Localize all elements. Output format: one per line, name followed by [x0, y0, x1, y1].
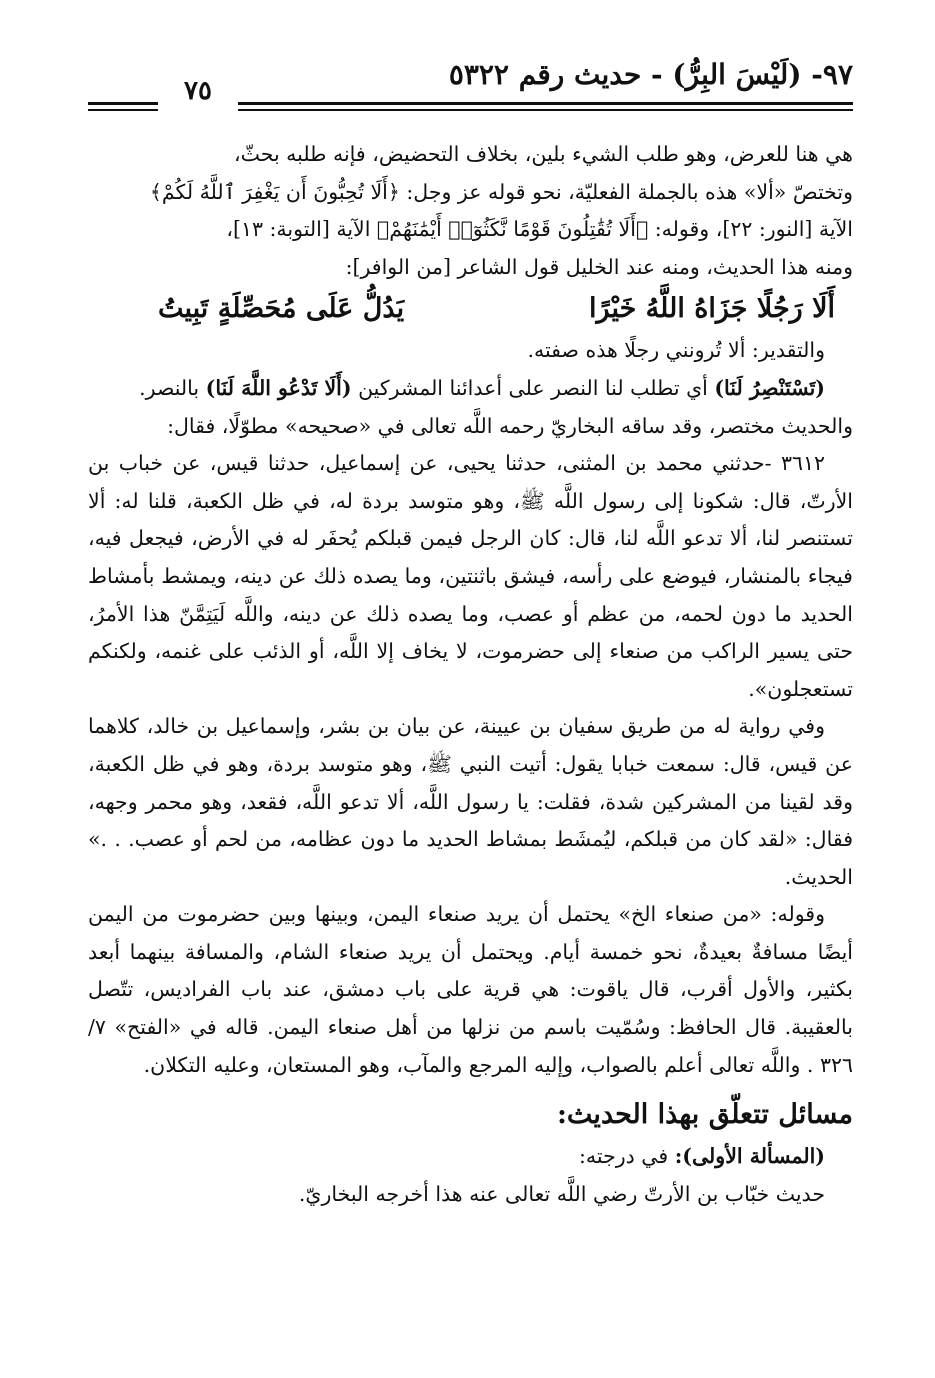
taqdir-paragraph: والتقدير: ألا تُرونني رجلًا هذه صفته.	[527, 338, 825, 363]
poem-first-hemistich: أَلَا رَجُلًا جَزَاهُ اللَّهُ خَيْرًا	[589, 293, 835, 325]
term-ending: بالنصر.	[139, 375, 206, 400]
riwaya-paragraph: وفي رواية له من طريق سفيان بن عيينة، عن بيان بن بشر، وإسماعيل بن خالد، كلاهما عن قيس، قال: سمعت خبابا يقول: أتيت النبي ﷺ، وهو متوسد بردة، وهو في ظل الكعبة، وقد لقينا من المشركين شدة، فقلت: يا رسول اللَّه، ألا تدعو اللَّه، فقعد، وهو محمر وجهه، فقال: «لقد كان من قبلكم، ليُمشَط بمشاط الحديد ما دون عظامه، من لحم أو عصب. . .» الحديث.	[88, 714, 853, 889]
hadith-intro-paragraph: والحديث مختصر، وقد ساقه البخاريّ رحمه اللَّه تعالى في «صحيحه» مطوّلًا، فقال:	[167, 413, 853, 438]
tastansir-paragraph	[88, 370, 853, 408]
page-number: ٧٥	[184, 76, 212, 106]
main-text	[88, 136, 853, 1213]
text-line: هي هنا للعرض، وهو طلب الشيء بلين، بخلاف التحضيض، فإنه طلبه بحثّ،	[233, 142, 853, 166]
header-rule-right	[238, 102, 853, 105]
running-title: ٩٧- (لَيْسَ البِرُّ) - حديث رقم ٥٣٢٢	[448, 58, 853, 91]
final-paragraph: حديث خبّاب بن الأرتّ رضي اللَّه تعالى عنه هذا أخرجه البخاريّ.	[298, 1181, 825, 1206]
page-header	[88, 58, 853, 118]
header-rule-right-thin	[238, 109, 853, 111]
text-line: الآية [النور: ٢٢]، وقوله: ﴿أَلَا تُقَٰتِلُونَ قَوْمًا نَّكَثُوٓا۟ أَيْمَٰنَهُمْ﴾ الآية [التوبة: ١٣]،	[226, 217, 853, 242]
masala-text: في درجته:	[578, 1144, 675, 1169]
header-rule-left-thin	[88, 109, 158, 111]
term-tastansir: (تَسْتَنْصِرُ لَنَا)	[714, 375, 825, 400]
term-tadu: (أَلَا تَدْعُو اللَّهَ لَنَا)	[205, 375, 352, 400]
section-heading: مسائل تتعلّق بهذا الحديث:	[556, 1099, 853, 1131]
poem-verse	[88, 286, 853, 332]
header-rule-left	[88, 102, 158, 105]
sanaa-paragraph: وقوله: «من صنعاء الخ» يحتمل أن يريد صنعاء اليمن، وبينها وبين حضرموت من اليمن أيضًا مسافةٌ بعيدةٌ، نحو خمسة أيام. ويحتمل أن يريد صنعاء الشام، والمسافة بينهما أبعد بكثير، والأول أقرب، قال ياقوت: هي قرية على باب دمشق، عند باب الفراديس، تتّصل بالعقيبة. قال الحافظ: وسُمّيت باسم من نزلها من أهل صنعاء اليمن. قاله في «الفتح» ٧/ ٣٢٦ . واللَّه تعالى أعلم بالصواب، وإليه المرجع والمآب، وهو المستعان، وعليه التكلان.	[88, 902, 853, 1077]
masala-paragraph	[88, 1138, 853, 1176]
poem-second-hemistich: يَدُلُّ عَلَى مُحَصِّلَةٍ تَبِيتُ	[158, 293, 405, 325]
text-line: وتختصّ «ألا» هذه بالجملة الفعليّة، نحو قوله عز وجل: ﴿أَلَا تُحِبُّونَ أَن يَغْفِرَ ٱللَّهُ لَكُمْ﴾	[149, 179, 853, 204]
text-line: ومنه هذا الحديث، ومنه عند الخليل قول الشاعر [من الوافر]:	[345, 254, 853, 279]
masala-label: (المسألة الأولى):	[674, 1144, 825, 1169]
hadith-paragraph: ٣٦١٢ -حدثني محمد بن المثنى، حدثنا يحيى، عن إسماعيل، حدثنا قيس، عن خباب بن الأرتّ، قال: شكونا إلى رسول اللَّه ﷺ، وهو متوسد بردة له، في ظل الكعبة، قلنا له: ألا تستنصر لنا، ألا تدعو اللَّه لنا، قال: كان الرجل فيمن قبلكم يُحفَر له في الأرض، فيجعل فيه، فيجاء بالمنشار، فيوضع على رأسه، فيشق باثنتين، وما يصده ذلك عن دينه، ويمشط بأمشاط الحديد ما دون لحمه، من عظم أو عصب، وما يصده ذلك عن دينه، واللَّه لَيَتِمَّنّ هذا الأمرُ، حتى يسير الراكب من صنعاء إلى حضرموت، لا يخاف إلا اللَّه، أو الذئب على غنمه، ولكنكم تستعجلون».	[88, 451, 853, 701]
term-explanation: أي تطلب لنا النصر على أعدائنا المشركين	[351, 375, 715, 400]
